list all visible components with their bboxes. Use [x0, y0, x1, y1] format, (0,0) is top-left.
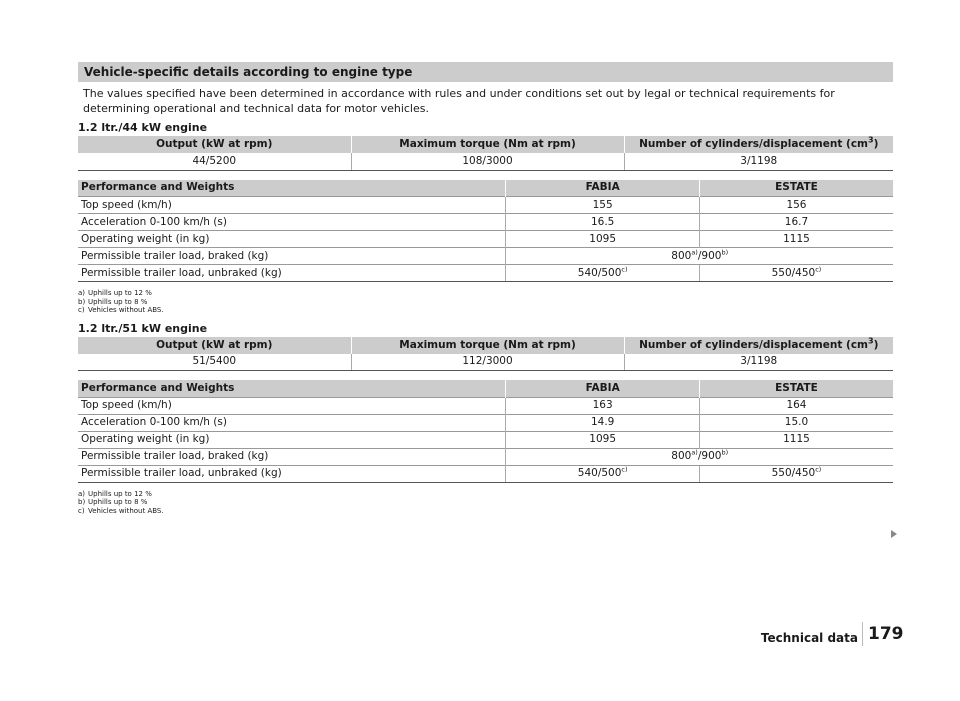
- spec-header-torque: Maximum torque (Nm at rpm): [351, 136, 624, 153]
- braked-sup-a: a): [691, 248, 698, 256]
- perf-row-label: Acceleration 0-100 km/h (s): [78, 414, 506, 431]
- braked-value: [506, 248, 893, 265]
- table-row: [78, 414, 893, 431]
- braked-sup-b: b): [721, 248, 729, 256]
- perf-row-estate: 1115: [699, 431, 893, 448]
- perf-header-estate: ESTATE: [699, 180, 893, 197]
- spec-output-value: 44/5200: [78, 153, 351, 170]
- footnote: [78, 298, 893, 307]
- unbraked-estate-value: 550/450: [771, 467, 816, 479]
- perf-row-label: Top speed (km/h): [78, 197, 506, 214]
- braked-label: Permissible trailer load, braked (kg): [78, 248, 506, 265]
- footnotes: [78, 289, 893, 315]
- footnote: [78, 507, 893, 516]
- page-number: 179: [868, 624, 904, 644]
- perf-row-label: Operating weight (in kg): [78, 431, 506, 448]
- engine-section: [78, 120, 893, 315]
- table-row: [78, 465, 893, 482]
- spec-header-cylinders-close: ): [873, 138, 879, 150]
- continue-arrow-icon: [891, 530, 897, 538]
- unbraked-estate: [699, 465, 893, 482]
- engine-spec-table: [78, 337, 893, 372]
- unbraked-label: Permissible trailer load, unbraked (kg): [78, 465, 506, 482]
- braked-value-b: 900: [701, 249, 722, 262]
- unbraked-estate-value: 550/450: [771, 266, 816, 279]
- table-row: [78, 231, 893, 248]
- spec-header-output: Output (kW at rpm): [78, 337, 351, 354]
- unbraked-estate-sup: c): [815, 465, 822, 474]
- unbraked-fabia-value: 540/500: [577, 266, 622, 279]
- engine-section: [78, 321, 893, 516]
- unbraked-fabia: [506, 265, 700, 282]
- spec-header-cylinders-exp: 3: [867, 336, 874, 345]
- engine-title: 1.2 ltr./44 kW engine: [78, 121, 208, 134]
- footnote-text: Vehicles without ABS.: [88, 306, 164, 314]
- performance-table: [78, 380, 893, 483]
- perf-row-fabia: 14.9: [506, 414, 700, 431]
- braked-sup-b: b): [721, 448, 729, 457]
- spec-output-value: 51/5400: [78, 354, 351, 371]
- table-row: [78, 448, 893, 465]
- table-row: [78, 397, 893, 414]
- spec-value-row: [78, 153, 893, 170]
- perf-row-fabia: 1095: [506, 431, 700, 448]
- spec-torque-value: 108/3000: [351, 153, 624, 170]
- perf-row-fabia: 163: [506, 397, 700, 414]
- performance-table: [78, 180, 893, 283]
- unbraked-fabia-sup: c): [621, 265, 628, 273]
- page-content: [78, 62, 893, 515]
- footnote: [78, 306, 893, 315]
- unbraked-fabia: [506, 465, 700, 482]
- braked-sep: /: [697, 249, 702, 262]
- perf-header-row: [78, 380, 893, 397]
- spec-header-cylinders: [624, 337, 893, 354]
- footnote-text: Uphills up to 8 %: [88, 498, 148, 506]
- perf-row-estate: 1115: [699, 231, 893, 248]
- spec-header-row: [78, 136, 893, 153]
- perf-row-estate: 15.0: [699, 414, 893, 431]
- spec-header-cylinders: [624, 136, 893, 153]
- perf-row-estate: 164: [699, 397, 893, 414]
- braked-value-b: 900: [701, 450, 722, 462]
- spec-cylinders-value: 3/1198: [624, 153, 893, 170]
- footnote: [78, 289, 893, 298]
- spec-cylinders-value: 3/1198: [624, 354, 893, 371]
- table-row: [78, 265, 893, 282]
- perf-row-fabia: 1095: [506, 231, 700, 248]
- unbraked-estate: [699, 265, 893, 282]
- footnote-text: Vehicles without ABS.: [88, 506, 164, 515]
- table-row: [78, 431, 893, 448]
- footnotes: [78, 490, 893, 516]
- braked-value: [506, 448, 893, 465]
- engine-sections: [78, 120, 893, 515]
- footnote: [78, 498, 893, 507]
- braked-label: Permissible trailer load, braked (kg): [78, 448, 506, 465]
- engine-title: 1.2 ltr./51 kW engine: [78, 321, 208, 335]
- footnote-mark: b): [78, 498, 86, 506]
- spec-header-cylinders-text: Number of cylinders/displacement (cm: [639, 138, 868, 150]
- perf-header-fabia: FABIA: [506, 380, 700, 397]
- spec-header-cylinders-close: ): [873, 338, 879, 351]
- footer-divider: [862, 622, 863, 646]
- perf-row-fabia: 16.5: [506, 214, 700, 231]
- perf-header-label: Performance and Weights: [78, 180, 506, 197]
- perf-row-fabia: 155: [506, 197, 700, 214]
- perf-header-estate: ESTATE: [699, 380, 893, 397]
- perf-header-fabia: FABIA: [506, 180, 700, 197]
- unbraked-estate-sup: c): [815, 265, 822, 273]
- braked-sup-a: a): [691, 448, 698, 457]
- table-row: [78, 248, 893, 265]
- spec-header-torque: Maximum torque (Nm at rpm): [351, 337, 624, 354]
- unbraked-fabia-value: 540/500: [577, 467, 622, 479]
- unbraked-fabia-sup: c): [621, 465, 628, 474]
- footnote-mark: c): [78, 506, 85, 515]
- engine-spec-table: [78, 136, 893, 171]
- perf-row-estate: 16.7: [699, 214, 893, 231]
- footer-section-label: Technical data: [760, 631, 858, 645]
- braked-sep: /: [697, 450, 702, 462]
- spec-header-cylinders-text: Number of cylinders/displacement (cm: [639, 338, 868, 351]
- spec-value-row: [78, 354, 893, 371]
- braked-value-a: 800: [671, 450, 692, 462]
- unbraked-label: Permissible trailer load, unbraked (kg): [78, 265, 506, 282]
- section-title: Vehicle-specific details according to engine type: [78, 62, 893, 82]
- spec-header-cylinders-exp: 3: [867, 136, 874, 145]
- footnote: [78, 490, 893, 499]
- spec-torque-value: 112/3000: [351, 354, 624, 371]
- footnote-mark: b): [78, 297, 86, 306]
- perf-header-label: Performance and Weights: [78, 380, 506, 397]
- intro-paragraph: The values specified have been determined in accordance with rules and under conditions set out by legal or technical requirements for determining operational and technical data for motor vehicles.: [83, 87, 835, 115]
- footnote-mark: c): [78, 306, 85, 314]
- footnote-text: Uphills up to 12 %: [88, 489, 152, 498]
- footnote-text: Uphills up to 8 %: [88, 297, 148, 306]
- perf-row-label: Operating weight (in kg): [78, 231, 506, 248]
- perf-row-label: Top speed (km/h): [78, 397, 506, 414]
- spec-header-output: Output (kW at rpm): [78, 136, 351, 153]
- table-row: [78, 197, 893, 214]
- perf-header-row: [78, 180, 893, 197]
- table-row: [78, 214, 893, 231]
- footnote-mark: a): [78, 289, 86, 297]
- footnote-mark: a): [78, 489, 86, 498]
- footnote-text: Uphills up to 12 %: [88, 289, 152, 297]
- perf-row-estate: 156: [699, 197, 893, 214]
- spec-header-row: [78, 337, 893, 354]
- braked-value-a: 800: [671, 249, 692, 262]
- perf-row-label: Acceleration 0-100 km/h (s): [78, 214, 506, 231]
